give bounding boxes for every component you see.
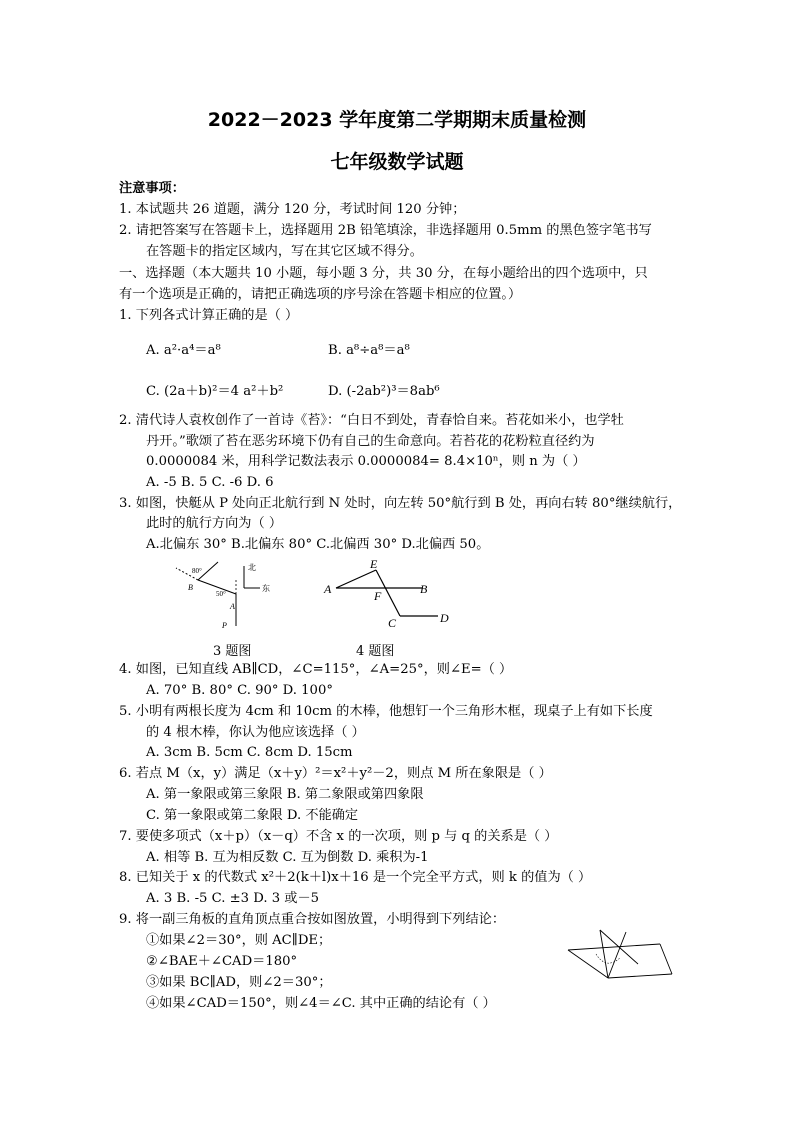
exam-subtitle: 七年级数学试题 [330,151,464,173]
q3-figure [170,560,280,630]
q4-fig-f: F [374,589,382,603]
notice-item-2-cont: 在答题卡的指定区域内，写在其它区域不得分。 [146,244,423,259]
q4-fig-c: C [388,616,397,630]
q4-fig-a: A [324,582,332,596]
q6-options-ab: A. 第一象限或第三象限 B. 第二象限或第四象限 [146,787,424,802]
q2-line-2: 丹开。”歌颂了苔在恶劣环境下仍有自己的生命意向。若苔花的花粉粒直径约为 [146,434,595,449]
q3-fig-b: B [188,583,193,592]
q3-line-2: 此时的航行方向为（ ） [146,516,283,531]
q1-option-d: D. (-2ab²)³＝8ab⁶ [328,384,440,399]
q3-fig-east: 东 [262,584,270,593]
section-heading-1: 一、选择题（本大题共 10 小题，每小题 3 分，共 30 分，在每小题给出的四个选项中，只 [119,266,648,281]
q2-line-1: 2. 清代诗人袁枚创作了一首诗《苔》：“白日不到处，青春恰自来。苔花如米小，也学牡 [119,413,624,428]
q8-stem: 8. 已知关于 x 的代数式 x²＋2(k＋l)x＋16 是一个完全平方式，则 k 的值为（ ） [119,870,592,885]
q5-line-2: 的 4 根木棒，你认为他应该选择（ ） [146,725,365,740]
q9-figure [560,924,680,986]
q3-fig-north: 北 [248,563,256,572]
q4-fig-e: E [370,557,378,571]
q9-conclusion-1: ①如果∠2＝30°，则 AC∥DE； [146,933,332,948]
q9-conclusion-2: ②∠BAE＋∠CAD＝180° [146,954,298,969]
q1-option-c: C. (2a＋b)²＝4 a²＋b² [146,384,284,399]
q5-line-1: 5. 小明有两根长度为 4cm 和 10cm 的木棒，他想钉一个三角形木框，现桌子上有如下长度 [119,704,653,719]
q3-fig-a: A [230,602,235,611]
q3-fig-50: 50° [216,590,226,598]
q9-conclusion-4: ④如果∠CAD＝150°，则∠4＝∠C. 其中正确的结论有（ ） [146,996,496,1011]
q4-figure-caption: 4 题图 [356,644,395,659]
q3-options: A.北偏东 30° B.北偏东 80° C.北偏西 30° D.北偏西 50。 [146,537,490,552]
notice-item-1: 1. 本试题共 26 道题，满分 120 分，考试时间 120 分钟； [119,202,466,217]
q3-fig-80: 80° [192,567,202,575]
q6-options-cd: C. 第一象限或第二象限 D. 不能确定 [146,808,359,823]
q4-fig-b: B [420,582,428,596]
notice-heading: 注意事项： [119,181,185,196]
q2-options: A. -5 B. 5 C. -6 D. 6 [146,475,274,490]
q3-fig-p: P [222,621,227,630]
q4-options: A. 70° B. 80° C. 90° D. 100° [146,683,333,698]
q1-stem: 1. 下列各式计算正确的是（ ） [119,308,299,323]
q7-options: A. 相等 B. 互为相反数 C. 互为倒数 D. 乘积为-1 [146,850,429,865]
q6-stem: 6. 若点 M（x，y）满足（x＋y）²＝x²＋y²－2，则点 M 所在象限是（ ） [119,766,552,781]
q2-line-3: 0.0000084 米，用科学记数法表示 0.0000084= 8.4×10ⁿ，则 n 为（ ） [146,454,586,469]
q4-figure [320,556,460,632]
q8-options: A. 3 B. -5 C. ±3 D. 3 或－5 [146,891,320,906]
q9-stem: 9. 将一副三角板的直角顶点重合按如图放置，小明得到下列结论： [119,912,506,927]
q7-stem: 7. 要使多项式（x＋p）（x－q）不含 x 的一次项，则 p 与 q 的关系是（ ） [119,829,558,844]
q3-line-1: 3. 如图，快艇从 P 处向正北航行到 N 处时，向左转 50°航行到 B 处，再向右转 80°继续航行， [119,496,682,511]
q9-conclusion-3: ③如果 BC∥AD，则∠2＝30°； [146,975,332,990]
q5-options: A. 3cm B. 5cm C. 8cm D. 15cm [146,745,353,760]
q4-fig-d: D [440,611,449,625]
section-heading-2: 有一个选项是正确的，请把正确选项的序号涂在答题卡相应的位置。） [119,287,522,302]
notice-item-2: 2. 请把答案写在答题卡上，选择题用 2B 铅笔填涂，非选择题用 0.5mm 的黑色签字笔书写 [119,223,652,238]
q1-option-a: A. a²·a⁴＝a⁸ [146,343,221,358]
exam-title: 2022－2023 学年度第二学期期末质量检测 [207,109,587,131]
q4-stem: 4. 如图，已知直线 AB∥CD，∠C=115°，∠A=25°，则∠E=（ ） [119,662,513,677]
q1-option-b: B. a⁸÷a⁸＝a⁸ [328,343,410,358]
q3-figure-caption: 3 题图 [213,644,252,659]
